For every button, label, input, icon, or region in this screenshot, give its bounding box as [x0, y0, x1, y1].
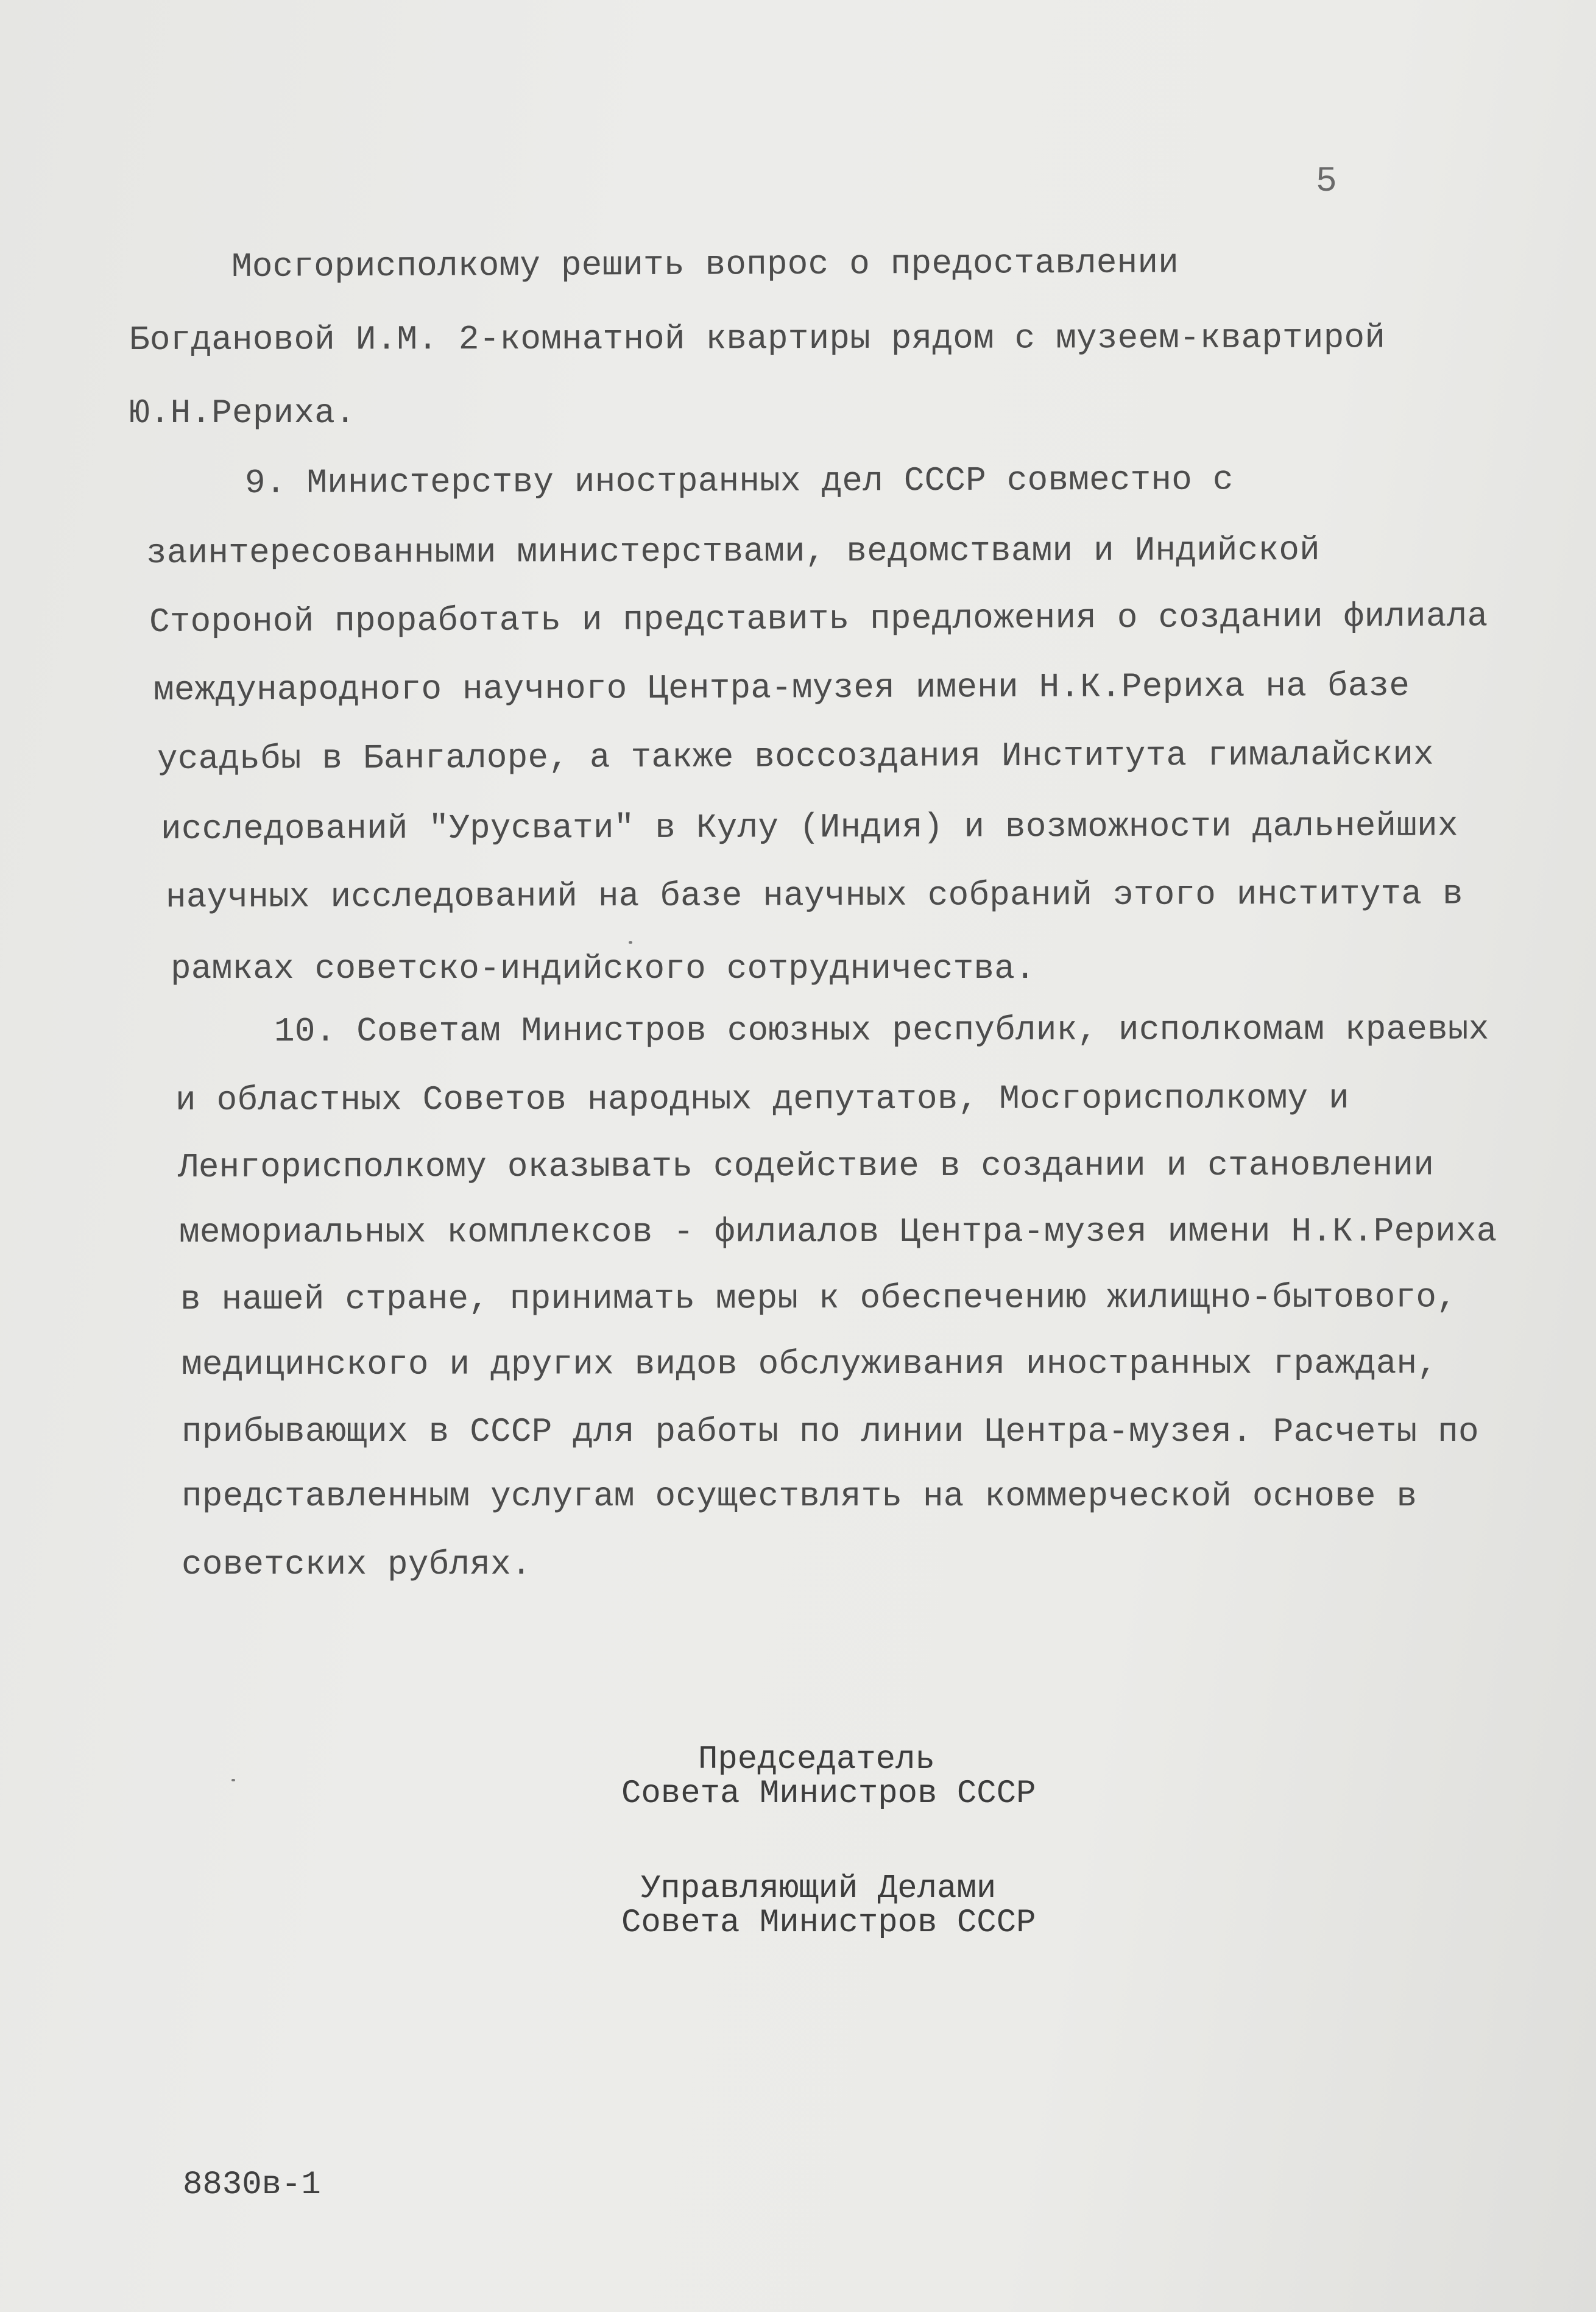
signature-2-org: Совета Министров СССР [621, 1904, 1036, 1942]
paragraph-2-line-1: 9. Министерству иностранных дел СССР совместно с [244, 460, 1234, 503]
paragraph-3-line-5: в нашей стране, принимать меры к обеспечению жилищно-бытового, [180, 1278, 1458, 1319]
signature-2-title: Управляющий Делами [641, 1870, 997, 1907]
document-code: 8830в-1 [183, 2166, 321, 2204]
paragraph-2-line-2: заинтересованными министерствами, ведомствами и Индийской [146, 530, 1320, 573]
paragraph-3-line-3: Ленгорисполкому оказывать содействие в создании и становлении [177, 1145, 1435, 1187]
paper-speck [231, 1779, 235, 1781]
paragraph-1-line-1: Мосгорисполкому решить вопрос о предоставлении [231, 243, 1179, 286]
paragraph-3-line-4: мемориальных комплексов - филиалов Центра-музея имени Н.К.Рериха [178, 1212, 1497, 1252]
paragraph-3-line-1: 10. Советам Министров союзных республик, исполкомам краевых [274, 1009, 1489, 1051]
signature-1-title: Председатель [698, 1741, 935, 1778]
signature-1-org: Совета Министров СССР [621, 1775, 1036, 1812]
paragraph-2-line-4: международного научного Центра-музея имени Н.К.Рериха на базе [153, 666, 1410, 710]
paragraph-2-line-8: рамках советско-индийского сотрудничества. [171, 949, 1036, 988]
paragraph-3-line-7: прибывающих в СССР для работы по линии Центра-музея. Расчеты по [182, 1412, 1479, 1451]
paragraph-2-line-5: усадьбы в Бангалоре, а также воссоздания Института гималайских [157, 735, 1435, 779]
paragraph-3-line-9: советских рублях. [182, 1545, 532, 1584]
paragraph-3-line-2: и областных Советов народных депутатов, Мосгорисполкому и [175, 1078, 1349, 1120]
paragraph-2-line-6: исследований "Урусвати" в Кулу (Индия) и возможности дальнейших [160, 806, 1458, 849]
paragraph-1-line-3: Ю.Н.Рериха. [129, 394, 356, 433]
paragraph-1-line-2: Богдановой И.М. 2-комнатной квартиры рядом с музеем-квартирой [129, 318, 1386, 359]
paragraph-3-line-8: представленным услугам осуществлять на коммерческой основе в [182, 1477, 1418, 1516]
paragraph-3-line-6: медицинского и других видов обслуживания иностранных граждан, [181, 1344, 1438, 1384]
page-number: 5 [1316, 162, 1337, 202]
paper-speck [629, 941, 632, 944]
paragraph-2-line-3: Стороной проработать и представить предложения о создании филиала [149, 596, 1488, 642]
paragraph-2-line-7: научных исследований на базе научных собраний этого института в [165, 874, 1463, 917]
